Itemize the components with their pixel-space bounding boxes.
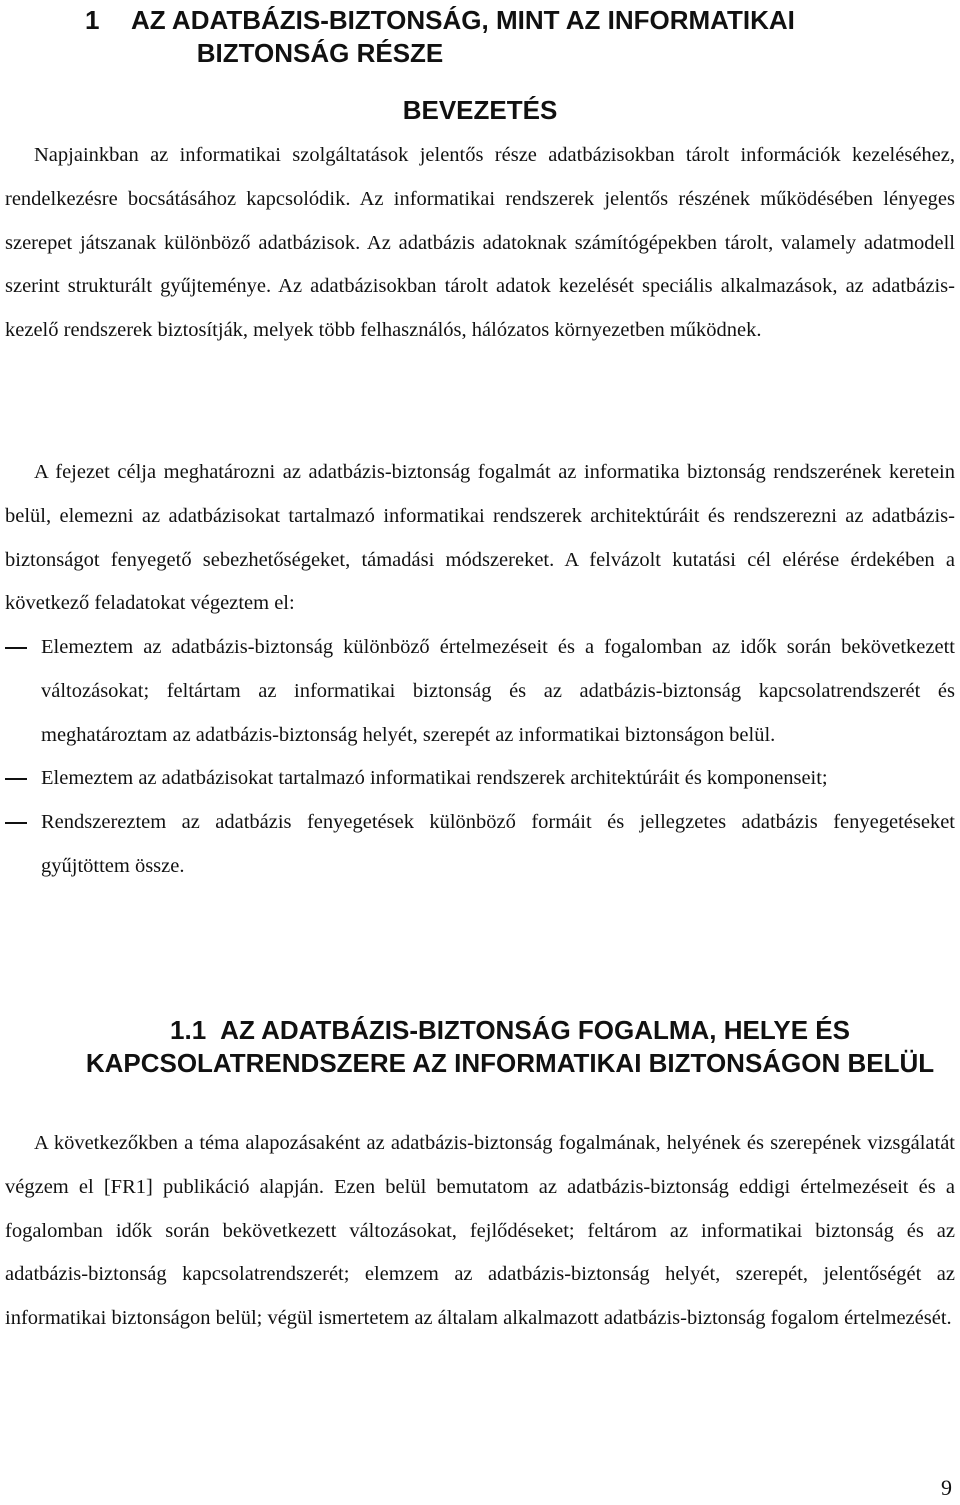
page-number: 9	[941, 1475, 952, 1500]
chapter-title-line2: BIZTONSÁG RÉSZE	[196, 38, 444, 68]
list-item	[5, 801, 955, 889]
dash-bullet-icon	[5, 822, 27, 824]
chapter-number: 1	[85, 5, 100, 35]
list-item	[5, 757, 955, 801]
paragraph-subsection: A következőkben a téma alapozásaként az adatbázis-biztonság fogalmának, helyének és szerepének vizsgálatát végzem el [FR1] publikáció alapján. Ezen belül bemutatom az adatbázis-biztonság eddigi értelmezéseit és a fogalomban idők során bekövetkezett változásokat, fejlődéseket; feltárom az informatikai biztonság és az adatbázis-biztonság kapcsolatrendszerét; elemzem az adatbázis-biztonság helyét, szerepét, jelentőségét az informatikai biztonságon belül; végül ismertetem az általam alkalmazott adatbázis-biztonság fogalom értelmezését.	[5, 1132, 955, 1330]
list-item-text: Elemeztem az adatbázisokat tartalmazó informatikai rendszerek architektúráit és komponenseit;	[41, 767, 828, 790]
paragraph-intro: Napjainkban az informatikai szolgáltatások jelentős része adatbázisokban tárolt információk kezeléséhez, rendelkezésre bocsátásához kapcsolódik. Az informatikai rendszerek jelentős részének működésében lényeges szerepet játszanak különböző adatbázisok. Az adatbázis adatoknak számítógépekben tárolt, valamely adatmodell szerint strukturált gyűjteménye. Az adatbázisokban tárolt adatok kezelését speciális alkalmazások, az adatbázis-kezelő rendszerek biztosítják, melyek több felhasználós, hálózatos környezetben működnek.	[5, 144, 955, 342]
list-item-text: Rendszereztem az adatbázis fenyegetések különböző formáit és jellegzetes adatbázis fenyegetéseket gyűjtöttem össze.	[41, 811, 955, 877]
task-list	[5, 626, 955, 889]
dash-bullet-icon	[5, 647, 27, 649]
subsection-number: 1.1	[170, 1015, 207, 1045]
list-item	[5, 626, 955, 757]
subsection-heading	[75, 1014, 945, 1080]
chapter-title-line1: AZ ADATBÁZIS-BIZTONSÁG, MINT AZ INFORMATIKAI	[131, 5, 795, 35]
subsection-title: AZ ADATBÁZIS-BIZTONSÁG FOGALMA, HELYE ÉS KAPCSOLATRENDSZERE AZ INFORMATIKAI BIZTONSÁGON BELÜL	[85, 1015, 935, 1078]
paragraph-goals: A fejezet célja meghatározni az adatbázis-biztonság fogalmát az informatika biztonság rendszerének keretein belül, elemezni az adatbázisokat tartalmazó informatikai rendszerek architektúráit és rendszerezni az adatbázis-biztonságot fenyegető sebezhetőségeket, támadási módszereket. A felvázolt kutatási cél elérése érdekében a következő feladatokat végeztem el:	[5, 461, 955, 615]
dash-bullet-icon	[5, 778, 27, 780]
list-item-text: Elemeztem az adatbázis-biztonság különböző értelmezéseit és a fogalomban az idők során bekövetkezett változásokat; feltártam az informatikai biztonság és az adatbázis-biztonság kapcsolatrendszerét és meghatároztam az adatbázis-biztonság helyét, szerepét az informatikai biztonságon belül.	[41, 636, 955, 746]
section-heading-intro: BEVEZETÉS	[402, 95, 558, 125]
